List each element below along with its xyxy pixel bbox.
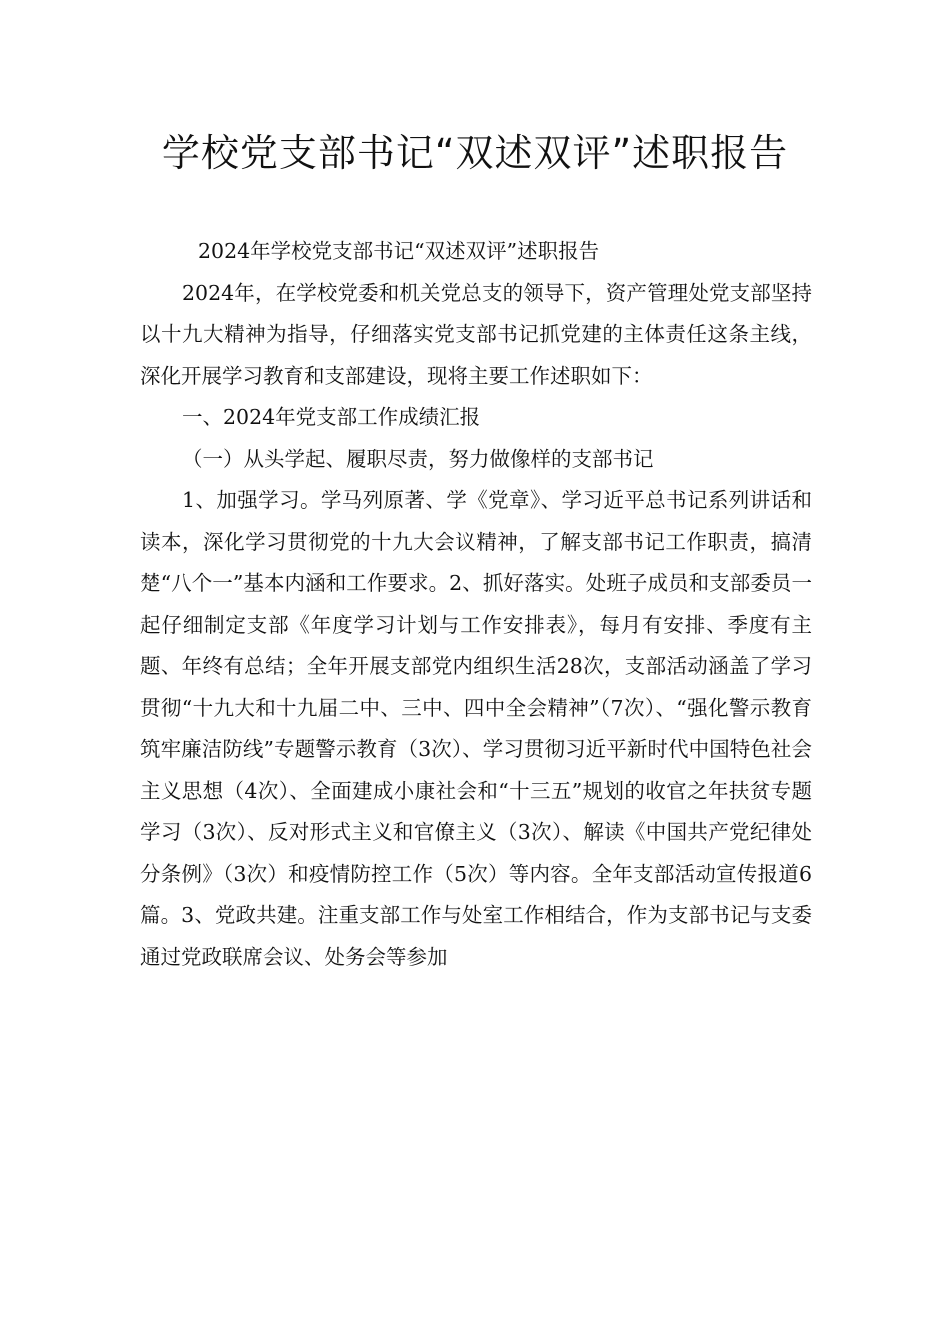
body-paragraph: 1、加强学习。学马列原著、学《党章》、学习近平总书记系列讲话和读本，深化学习贯彻党的十九大会议精神，了解支部书记工作职责，搞清楚“八个一”基本内涵和工作要求。2、抓好落实。处班子成员和支部委员一起仔细制定支部《年度学习计划与工作安排表》，每月有安排、季度有主题、年终有总结；全年开展支部党内组织生活28次，支部活动涵盖了学习贯彻“十九大和十九届二中、三中、四中全会精神”（7次）、“强化警示教育 筑牢廉洁防线”专题警示教育（3次）、学习贯彻习近平新时代中国特色社会主义思想（4次）、全面建成小康社会和“十三五”规划的收官之年扶贫专题学习（3次）、反对形式主义和官僚主义（3次）、解读《中国共产党纪律处分条例》（3次）和疫情防控工作（5次）等内容。全年支部活动宣传报道6篇。3、党政共建。注重支部工作与处室工作相结合，作为支部书记与支委通过党政联席会议、处务会等参加 (140, 488, 812, 969)
document-body (140, 231, 812, 978)
intro-paragraph: 2024年，在学校党委和机关党总支的领导下，资产管理处党支部坚持以十九大精神为指导，仔细落实党支部书记抓党建的主体责任这条主线，深化开展学习教育和支部建设，现将主要工作述职如下： (140, 280, 812, 388)
subsection-heading: （一）从头学起、履职尽责，努力做像样的支部书记 (182, 446, 654, 471)
section-heading: 一、2024年党支部工作成绩汇报 (182, 405, 481, 429)
document-title: 学校党支部书记“双述双评”述职报告 (161, 131, 789, 175)
report-subtitle: 2024年学校党支部书记“双述双评”述职报告 (198, 239, 600, 263)
